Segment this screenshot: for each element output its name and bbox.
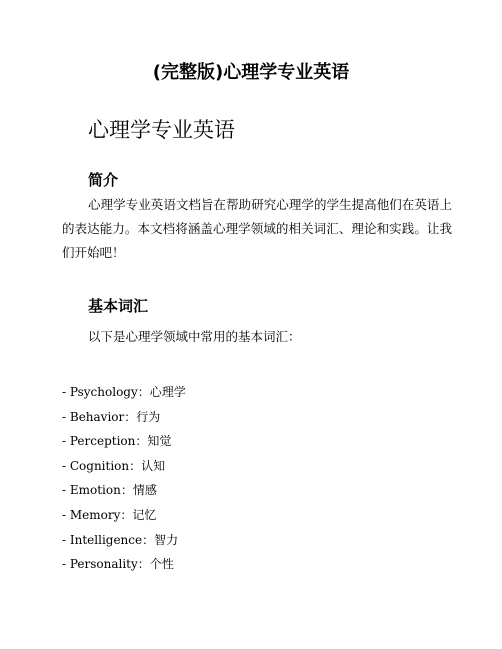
vocab-list [62,380,186,577]
vocab-item-intelligence: - Intelligence：智力 [62,532,179,547]
intro-paragraph: 心理学专业英语文档旨在帮助研究心理学的学生提高他们在英语上的表达能力。本文档将涵盖心理学领域的相关词汇、理论和实践。让我们开始吧！ [62,197,452,260]
vocab-item-psychology: - Psychology：心理学 [62,385,186,399]
document-title: (完整版)心理学专业英语 [152,62,350,83]
vocab-item-memory: - Memory：记忆 [62,507,157,522]
basic-vocab-intro: 以下是心理学领域中常用的基本词汇： [88,329,301,344]
vocab-item-personality: - Personality：个性 [62,557,174,572]
vocab-item-emotion: - Emotion：情感 [62,483,157,498]
intro-heading: 简介 [88,171,119,189]
basic-vocab-heading: 基本词汇 [88,297,149,315]
vocab-item-perception: - Perception：知觉 [62,434,172,449]
vocab-item-behavior: - Behavior：行为 [62,409,161,424]
main-heading: 心理学专业英语 [88,118,235,142]
vocab-item-cognition: - Cognition：认知 [62,458,166,473]
